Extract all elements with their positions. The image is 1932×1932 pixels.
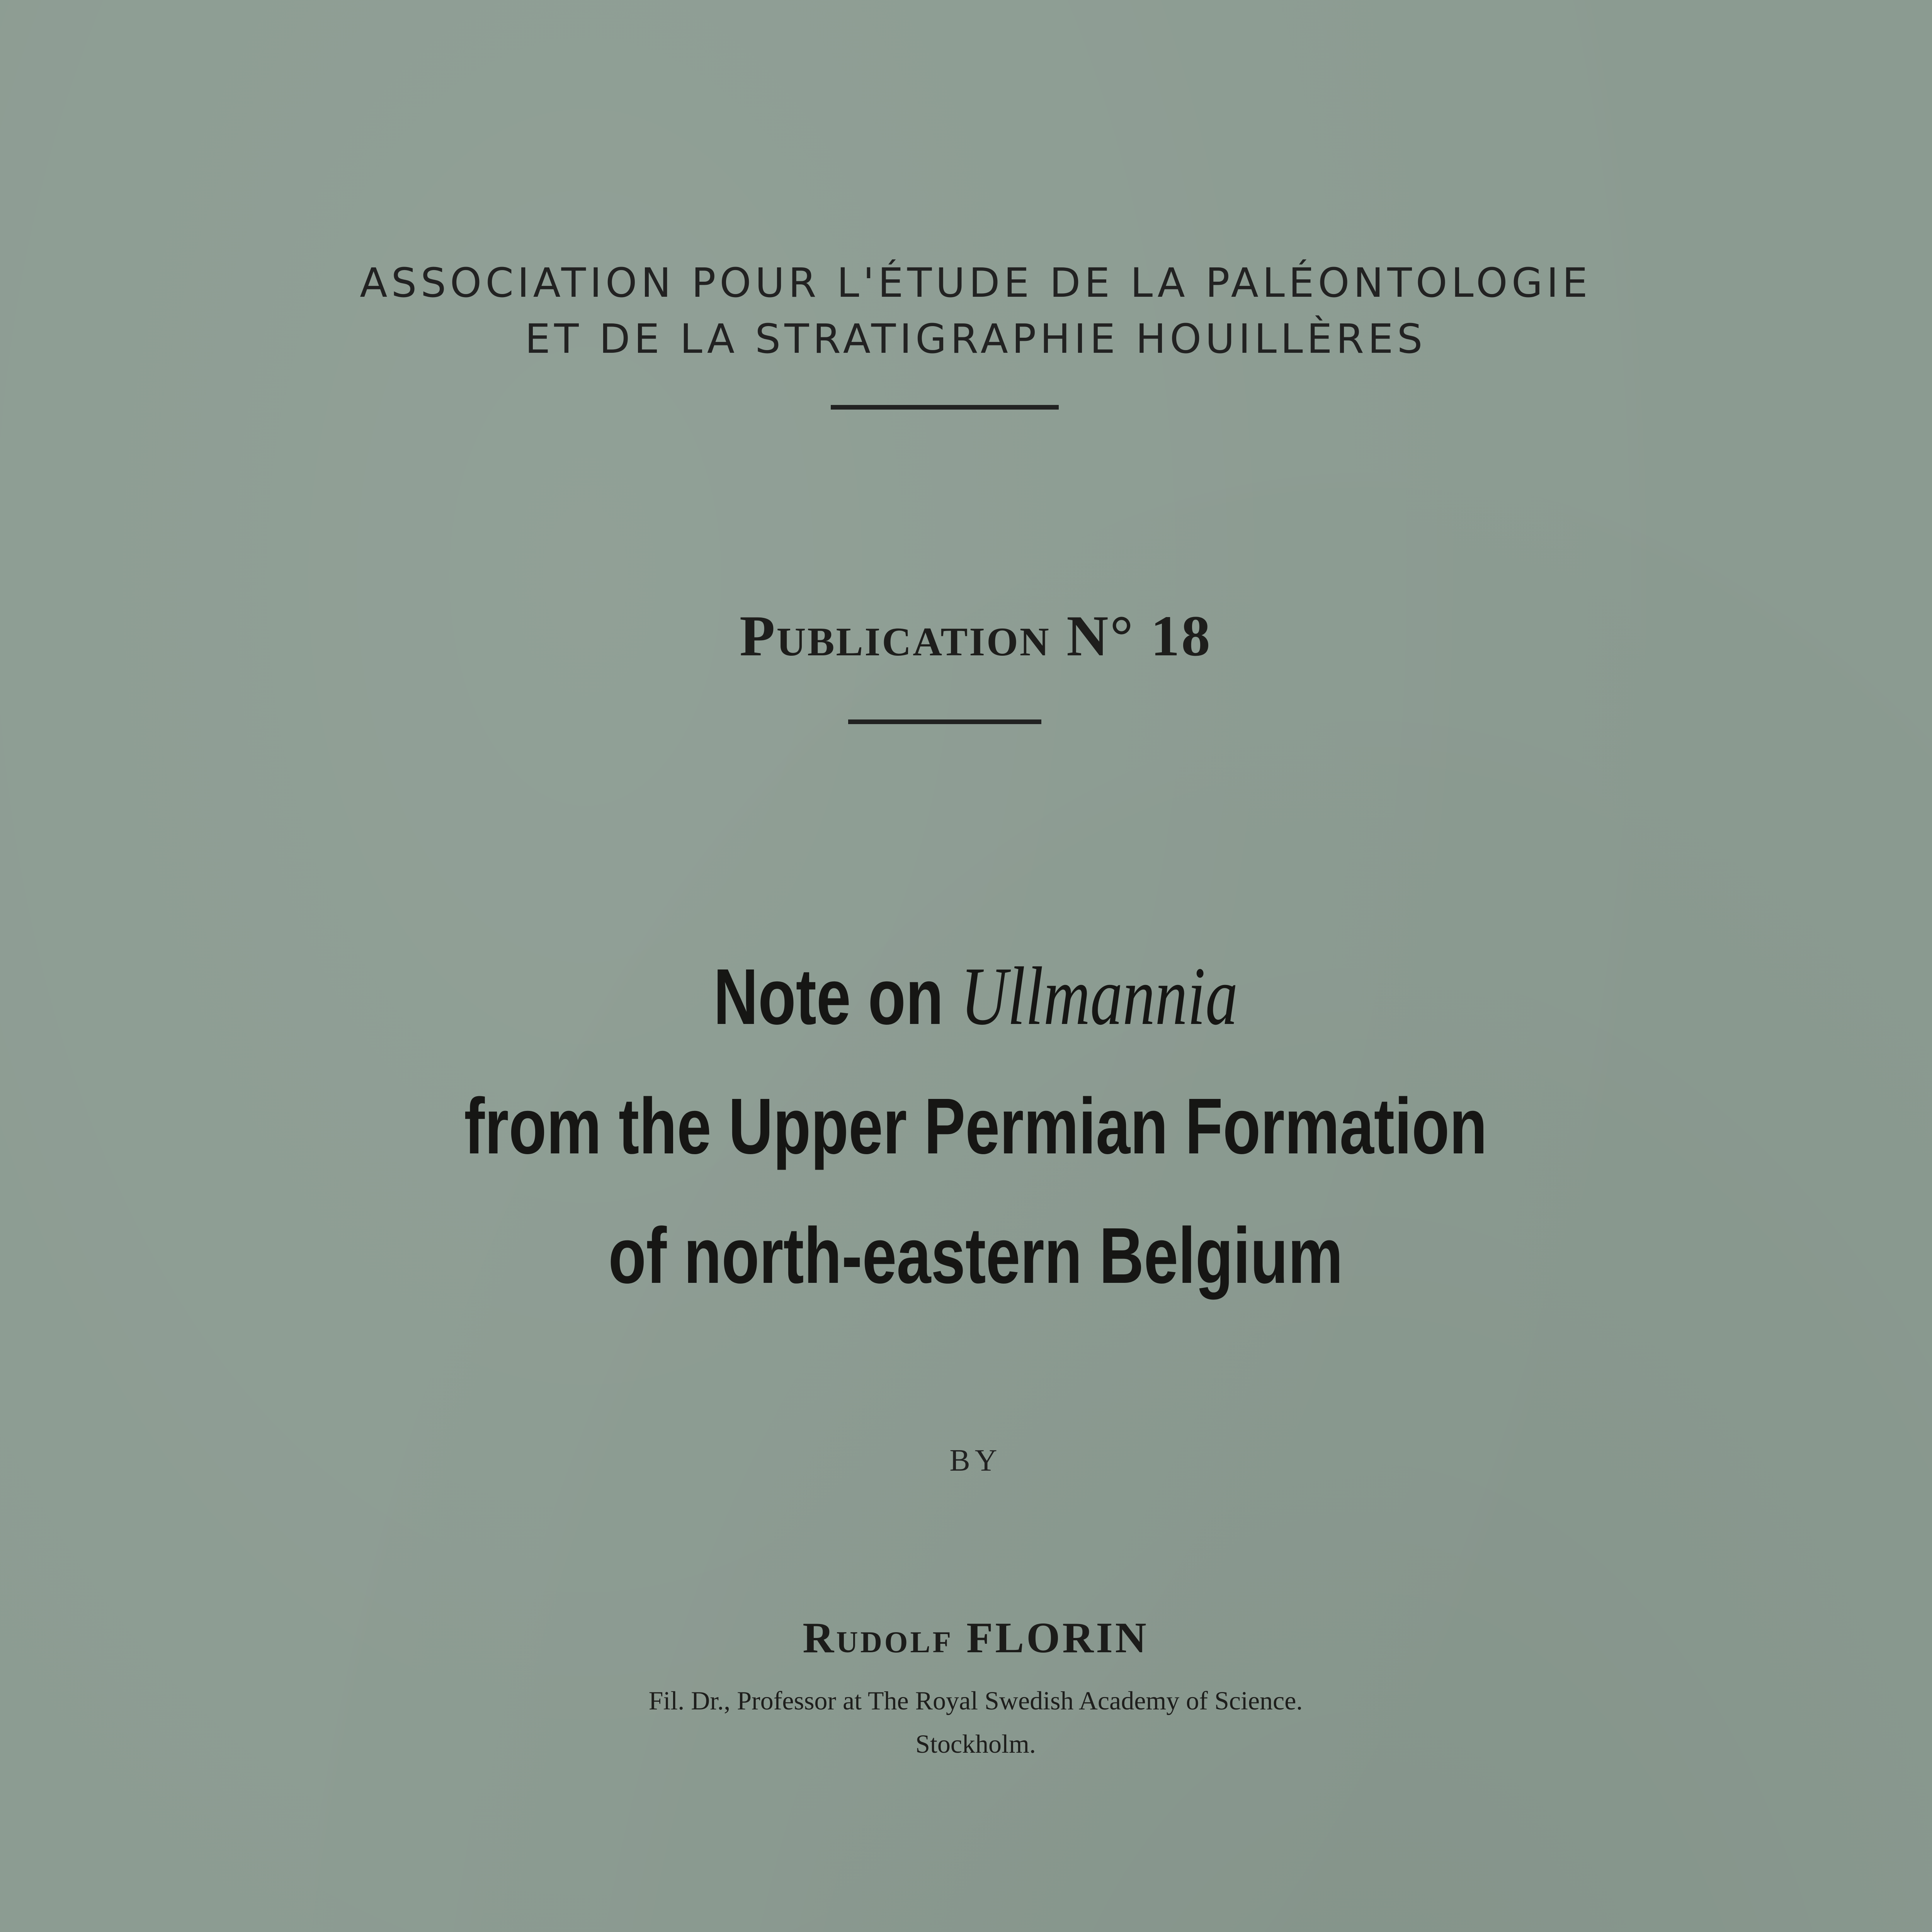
publication-divider bbox=[848, 719, 1041, 724]
by-label: BY bbox=[949, 1444, 1002, 1478]
title-line-1 bbox=[215, 931, 1737, 1061]
publication-number: Publication N° 18 bbox=[740, 604, 1212, 668]
association-header bbox=[0, 255, 1932, 367]
title-prefix: Note on bbox=[713, 952, 944, 1041]
association-line-2: ET DE LA STRATIGRAPHIE HOUILLÈRES bbox=[525, 315, 1427, 362]
affiliation-line-1: Fil. Dr., Professor at The Royal Swedish Academy of Science. bbox=[648, 1686, 1303, 1715]
author-name bbox=[0, 1613, 1932, 1663]
header-divider bbox=[831, 405, 1059, 410]
author-last-name: FLORIN bbox=[966, 1614, 1149, 1662]
title-line-3: of north-eastern Belgium bbox=[608, 1211, 1343, 1300]
association-line-1: ASSOCIATION POUR L'ÉTUDE DE LA PALÉONTOLOGIE bbox=[360, 259, 1592, 306]
title-genus: Ullmannia bbox=[961, 950, 1238, 1042]
affiliation-line-2: Stockholm. bbox=[915, 1729, 1036, 1759]
author-affiliation bbox=[0, 1679, 1932, 1765]
title-line-2: from the Upper Permian Formation bbox=[464, 1082, 1487, 1170]
document-title bbox=[215, 931, 1737, 1320]
author-first-name: Rudolf bbox=[803, 1614, 954, 1662]
